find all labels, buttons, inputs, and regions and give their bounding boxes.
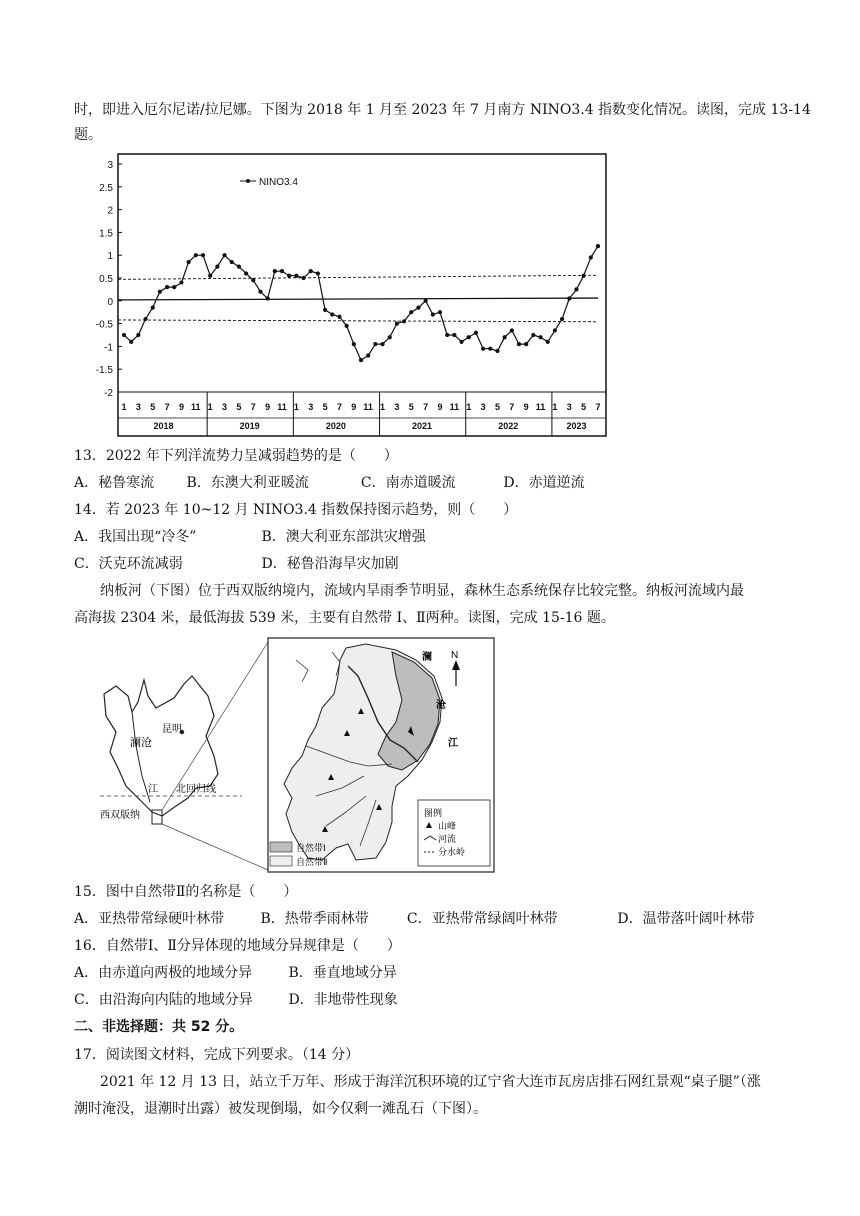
x-year-label: 2018 <box>153 421 174 431</box>
legend-zone1: 自然带Ⅰ <box>296 843 326 853</box>
x-month-label: 7 <box>595 402 601 412</box>
nino34-point <box>452 333 456 337</box>
zoom-label-jiang: 江 <box>448 738 458 749</box>
q16-options-row1 <box>74 963 397 983</box>
x-month-label: 11 <box>449 402 460 412</box>
x-month-label: 1 <box>293 402 299 412</box>
nino34-point <box>388 335 392 339</box>
nino34-point <box>359 358 363 362</box>
q15-option-d[interactable]: D．温带落叶阔叶林带 <box>617 911 755 927</box>
q13-options <box>74 473 585 493</box>
q16-options-row2 <box>74 990 398 1010</box>
nino34-point <box>187 260 191 264</box>
nino34-point <box>172 285 176 289</box>
x-month-label: 9 <box>265 402 271 412</box>
intro-line-1: 时，即进入厄尔尼诺/拉尼娜。下图为 2018 年 1 月至 2023 年 7 月南方 NINO3.4 指数变化情况。读图，完成 13-14 <box>74 102 811 118</box>
nino34-point <box>467 335 471 339</box>
nino34-point <box>416 306 420 310</box>
legend-river: 河流 <box>438 834 457 844</box>
y-tick-label: -0.5 <box>95 319 113 331</box>
x-month-label: 5 <box>581 402 587 412</box>
x-year-label: 2023 <box>566 421 587 431</box>
q14-option-b[interactable]: B．澳大利亚东部洪灾增强 <box>261 529 426 545</box>
q16-option-d[interactable]: D．非地带性现象 <box>288 992 398 1008</box>
passage2-line-1: 纳板河（下图）位于西双版纳境内，流域内旱雨季节明显，森林生态系统保存比较完整。纳板河流域内最 <box>100 583 744 599</box>
label-xsbn: 西双版纳 <box>100 810 140 821</box>
q14-option-c[interactable]: C．沃克环流减弱 <box>74 556 183 572</box>
nino34-point <box>402 319 406 323</box>
q17-stem: 17．阅读图文材料，完成下列要求。（14 分） <box>74 1047 360 1063</box>
x-month-label: 7 <box>164 402 170 412</box>
q17-line-2: 潮时淹没，退潮时出露）被发现倒塌，如今仅剩一滩乱石（下图）。 <box>74 1101 487 1117</box>
q13-option-c[interactable]: C．南赤道暖流 <box>360 475 456 491</box>
y-tick-label: -1.5 <box>95 365 113 377</box>
nino34-point <box>330 312 334 316</box>
x-month-label: 5 <box>494 402 500 412</box>
nabanhe-map <box>96 636 500 876</box>
x-month-label: 9 <box>523 402 529 412</box>
legend-zone1-swatch <box>270 842 292 852</box>
x-year-label: 2020 <box>325 421 346 431</box>
x-month-label: 9 <box>437 402 443 412</box>
nino34-point <box>201 253 205 257</box>
zoom-label-cang: 沧 <box>436 700 446 711</box>
nino34-point <box>287 274 291 278</box>
nino34-chart <box>88 152 608 438</box>
q15-option-b[interactable]: B．热带季雨林带 <box>260 911 369 927</box>
legend-title: 图例 <box>424 808 443 818</box>
nino34-point <box>424 299 428 303</box>
legend-zone2-swatch <box>270 856 292 866</box>
nino34-point <box>165 285 169 289</box>
nino34-point <box>524 342 528 346</box>
nino34-point <box>366 353 370 357</box>
nino34-point <box>582 274 586 278</box>
passage2-line-2: 高海拔 2304 米，最低海拔 539 米，主要有自然带 I、Ⅱ两种。读图，完成 15-16 题。 <box>74 610 615 626</box>
legend-zone2: 自然带Ⅱ <box>296 857 328 867</box>
nino34-point <box>122 333 126 337</box>
q15-option-c[interactable]: C．亚热带常绿阔叶林带 <box>406 911 558 927</box>
nino34-point <box>143 317 147 321</box>
nino34-point <box>215 265 219 269</box>
label-kunming: 昆明 <box>162 724 182 735</box>
nino34-point <box>495 349 499 353</box>
label-lancang: 澜沧 <box>130 737 152 749</box>
nino34-point <box>280 269 284 273</box>
x-month-label: 3 <box>566 402 572 412</box>
q16-option-a[interactable]: A．由赤道向两极的地域分异 <box>74 965 253 981</box>
q13-option-d[interactable]: D．赤道逆流 <box>503 475 585 491</box>
nino34-point <box>373 342 377 346</box>
nino34-point <box>488 347 492 351</box>
label-jiang: 江 <box>148 784 158 795</box>
x-month-label: 1 <box>466 402 472 412</box>
nino34-point <box>345 324 349 328</box>
nino34-point <box>294 274 298 278</box>
q14-option-a[interactable]: A．我国出现“冷冬” <box>74 529 197 545</box>
nino34-point <box>438 310 442 314</box>
legend-label: NINO3.4 <box>259 177 298 188</box>
x-month-label: 5 <box>408 402 414 412</box>
q13-option-a[interactable]: A．秘鲁寒流 <box>74 475 155 491</box>
x-month-label: 3 <box>222 402 228 412</box>
q13-stem: 13．2022 年下列洋流势力呈减弱趋势的是（ ） <box>74 448 398 464</box>
nino34-point <box>316 271 320 275</box>
intro-line-2: 题。 <box>74 127 102 143</box>
nino34-point <box>230 260 234 264</box>
nino34-point <box>251 278 255 282</box>
nino34-point <box>129 340 133 344</box>
nino34-point <box>151 306 155 310</box>
chart-background <box>88 152 608 438</box>
x-month-label: 3 <box>480 402 486 412</box>
nino34-point <box>574 287 578 291</box>
nino34-point <box>510 328 514 332</box>
nino34-point <box>194 253 198 257</box>
nino34-point <box>553 328 557 332</box>
nino34-point <box>431 312 435 316</box>
q16-stem: 16．自然带Ⅰ、Ⅱ分异体现的地域分异规律是（ ） <box>74 938 401 954</box>
q13-option-b[interactable]: B．东澳大利亚暖流 <box>186 475 309 491</box>
x-month-label: 9 <box>351 402 357 412</box>
x-month-label: 7 <box>250 402 256 412</box>
nino34-point <box>309 269 313 273</box>
nino34-point <box>474 331 478 335</box>
x-month-label: 1 <box>207 402 213 412</box>
x-year-label: 2021 <box>412 421 433 431</box>
yunnan-outline <box>104 676 218 816</box>
q15-options <box>74 909 755 929</box>
nino34-point <box>179 280 183 284</box>
nino34-point <box>395 322 399 326</box>
nino34-point <box>538 335 542 339</box>
nino34-point <box>546 340 550 344</box>
zoom-line-bottom <box>162 824 268 870</box>
y-tick-label: 0.5 <box>99 274 113 285</box>
nino34-point <box>409 310 413 314</box>
q14-options-row2 <box>74 554 399 574</box>
nino34-point <box>380 342 384 346</box>
nino34-point <box>136 333 140 337</box>
x-month-label: 3 <box>308 402 314 412</box>
nino34-point <box>596 244 600 248</box>
legend-marker <box>246 179 250 183</box>
q14-stem: 14．若 2023 年 10~12 月 NINO3.4 指数保持图示趋势，则（ ） <box>74 502 518 518</box>
q17-line-1: 2021 年 12 月 13 日，站立千万年、形成于海洋沉积环境的辽宁省大连市瓦房店排石网红景观“桌子腿”（涨 <box>100 1074 761 1090</box>
nino34-point <box>560 317 564 321</box>
y-tick-label: 2.5 <box>99 182 113 194</box>
y-tick-label: -2 <box>104 388 113 399</box>
nino34-point <box>158 290 162 294</box>
y-tick-label: -1 <box>104 342 113 354</box>
x-month-label: 11 <box>363 402 373 412</box>
x-month-label: 1 <box>552 402 558 412</box>
y-tick-label: 2 <box>107 205 113 217</box>
x-month-label: 7 <box>336 402 342 412</box>
q15-option-a[interactable]: A．亚热带常绿硬叶林带 <box>74 911 225 927</box>
north-label: N <box>451 650 459 661</box>
nino34-point <box>352 342 356 346</box>
nino34-point <box>445 333 449 337</box>
x-month-label: 1 <box>121 402 127 412</box>
nino34-point <box>258 290 262 294</box>
nino34-point <box>266 296 270 300</box>
x-month-label: 5 <box>322 402 328 412</box>
zoom-label-lan: 澜 <box>422 652 432 663</box>
x-month-label: 11 <box>191 402 201 412</box>
nino34-point <box>244 271 248 275</box>
nino34-point <box>337 315 341 319</box>
nino34-point <box>531 333 535 337</box>
x-month-label: 3 <box>135 402 141 412</box>
q14-options-row1 <box>74 527 426 547</box>
x-month-label: 11 <box>535 402 546 412</box>
x-month-label: 7 <box>509 402 515 412</box>
nino34-point <box>273 269 277 273</box>
nino34-point <box>503 335 507 339</box>
x-month-label: 5 <box>236 402 242 412</box>
y-tick-label: 0 <box>107 296 113 308</box>
nino34-point <box>589 255 593 259</box>
x-month-label: 5 <box>150 402 156 412</box>
x-year-label: 2022 <box>498 421 519 431</box>
x-year-label: 2019 <box>239 421 260 431</box>
x-month-label: 1 <box>380 402 386 412</box>
legend-peak: 山峰 <box>438 821 457 831</box>
nino34-point <box>567 296 571 300</box>
label-tropic: 北回归线 <box>176 784 216 795</box>
x-month-label: 7 <box>423 402 429 412</box>
nino34-point <box>208 274 212 278</box>
nino34-point <box>481 347 485 351</box>
y-tick-label: 1 <box>107 251 113 263</box>
x-month-label: 3 <box>394 402 400 412</box>
legend-divide: 分水岭 <box>438 847 466 857</box>
nino34-point <box>237 265 241 269</box>
q16-option-c[interactable]: C．由沿海向内陆的地域分异 <box>74 992 253 1008</box>
y-tick-label: 1.5 <box>99 228 113 240</box>
nino34-point <box>222 253 226 257</box>
section2-title: 二、非选择题：共 52 分。 <box>74 1019 244 1035</box>
y-tick-label: 3 <box>107 160 113 171</box>
nino34-point <box>301 276 305 280</box>
nino34-point <box>459 340 463 344</box>
q16-option-b[interactable]: B．垂直地域分异 <box>288 965 397 981</box>
q14-option-d[interactable]: D．秘鲁沿海旱灾加剧 <box>261 556 399 572</box>
x-month-label: 11 <box>277 402 287 412</box>
x-month-label: 9 <box>178 402 184 412</box>
nino34-point <box>517 342 521 346</box>
q15-stem: 15．图中自然带Ⅱ的名称是（ ） <box>74 884 298 900</box>
nino34-point <box>323 308 327 312</box>
